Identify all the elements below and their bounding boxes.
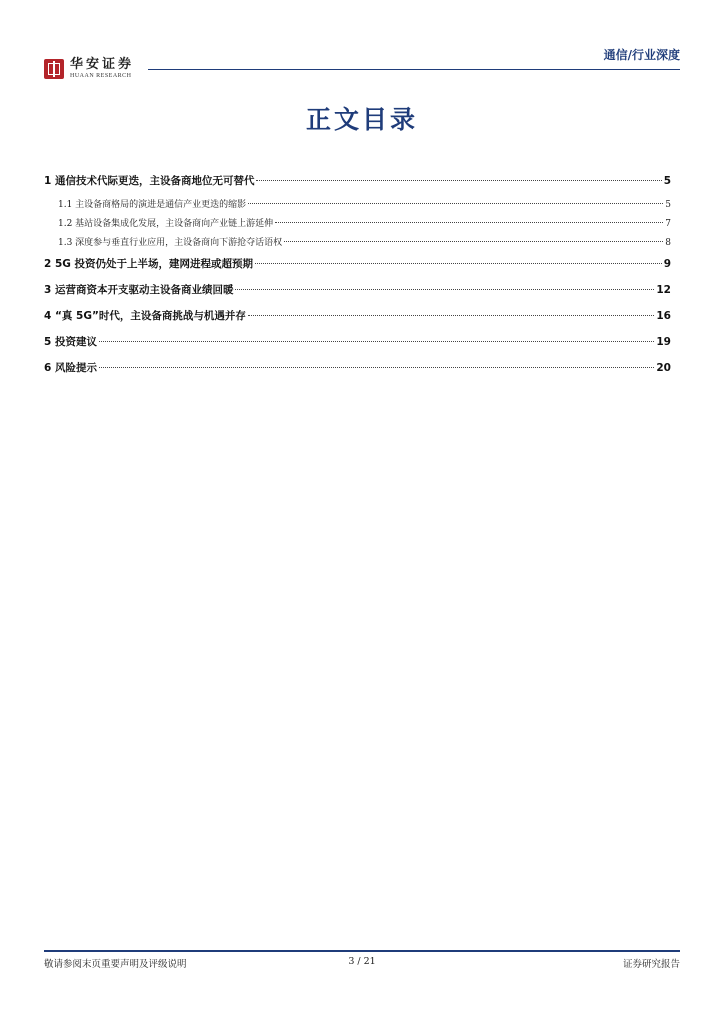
company-logo [44,58,134,80]
footer-page-number: 3 / 21 [348,956,376,967]
toc-entry-page: 8 [665,238,671,248]
toc-entry-label: 1.3 深度参与垂直行业应用，主设备商向下游抢夺话语权 [58,238,283,248]
toc-leader-dots [248,315,655,316]
toc-entry[interactable] [44,217,671,236]
toc-leader-dots [284,241,663,242]
logo-en: HUAAN RESEARCH [70,73,132,79]
toc-entry-page: 7 [665,219,671,229]
toc-leader-dots [256,180,661,181]
toc-entry[interactable] [44,172,671,198]
footer-divider [44,950,680,952]
toc-entry-page: 16 [656,310,671,322]
toc-entry[interactable] [44,333,671,359]
toc-entry-label: 4 “真 5G”时代，主设备商挑战与机遇并存 [44,310,246,322]
toc-entry-label: 1.2 基站设备集成化发展，主设备商向产业链上游延伸 [58,219,274,229]
toc-entry-page: 19 [656,336,671,348]
toc-leader-dots [235,289,654,290]
toc-entry-page: 20 [656,362,671,374]
toc-entry-page: 5 [663,175,671,187]
toc-entry-page: 5 [665,200,671,210]
toc-entry-label: 5 投资建议 [44,336,97,348]
footer-report-type: 证券研究报告 [622,959,680,970]
toc-leader-dots [99,341,654,342]
toc-entry-label: 1 通信技术代际更迭，主设备商地位无可替代 [44,175,255,187]
table-of-contents [44,172,671,385]
logo-cn: 华安证券 [70,57,135,72]
toc-entry-page: 12 [656,284,671,296]
toc-entry-label: 3 运营商资本开支驱动主设备商业绩回暖 [44,284,234,296]
toc-leader-dots [99,367,654,368]
logo-seal-icon [44,59,64,79]
toc-leader-dots [255,263,662,264]
toc-entry[interactable] [44,307,671,333]
report-category: 通信/行业深度 [603,48,680,62]
page-title: 正文目录 [305,105,418,134]
toc-entry-page: 9 [663,258,671,270]
toc-entry[interactable] [44,359,671,385]
toc-entry[interactable] [44,255,671,281]
footer-disclaimer: 敬请参阅末页重要声明及评级说明 [44,959,187,970]
toc-leader-dots [275,222,663,223]
toc-entry[interactable] [44,281,671,307]
toc-entry-label: 6 风险提示 [44,362,97,374]
toc-entry[interactable] [44,198,671,217]
toc-entry-label: 1.1 主设备商格局的演进是通信产业更迭的缩影 [58,200,247,210]
header-divider [148,69,680,70]
toc-entry[interactable] [44,236,671,255]
toc-leader-dots [248,203,663,204]
logo-text [70,58,134,80]
toc-entry-label: 2 5G 投资仍处于上半场，建网进程或超预期 [44,258,254,270]
